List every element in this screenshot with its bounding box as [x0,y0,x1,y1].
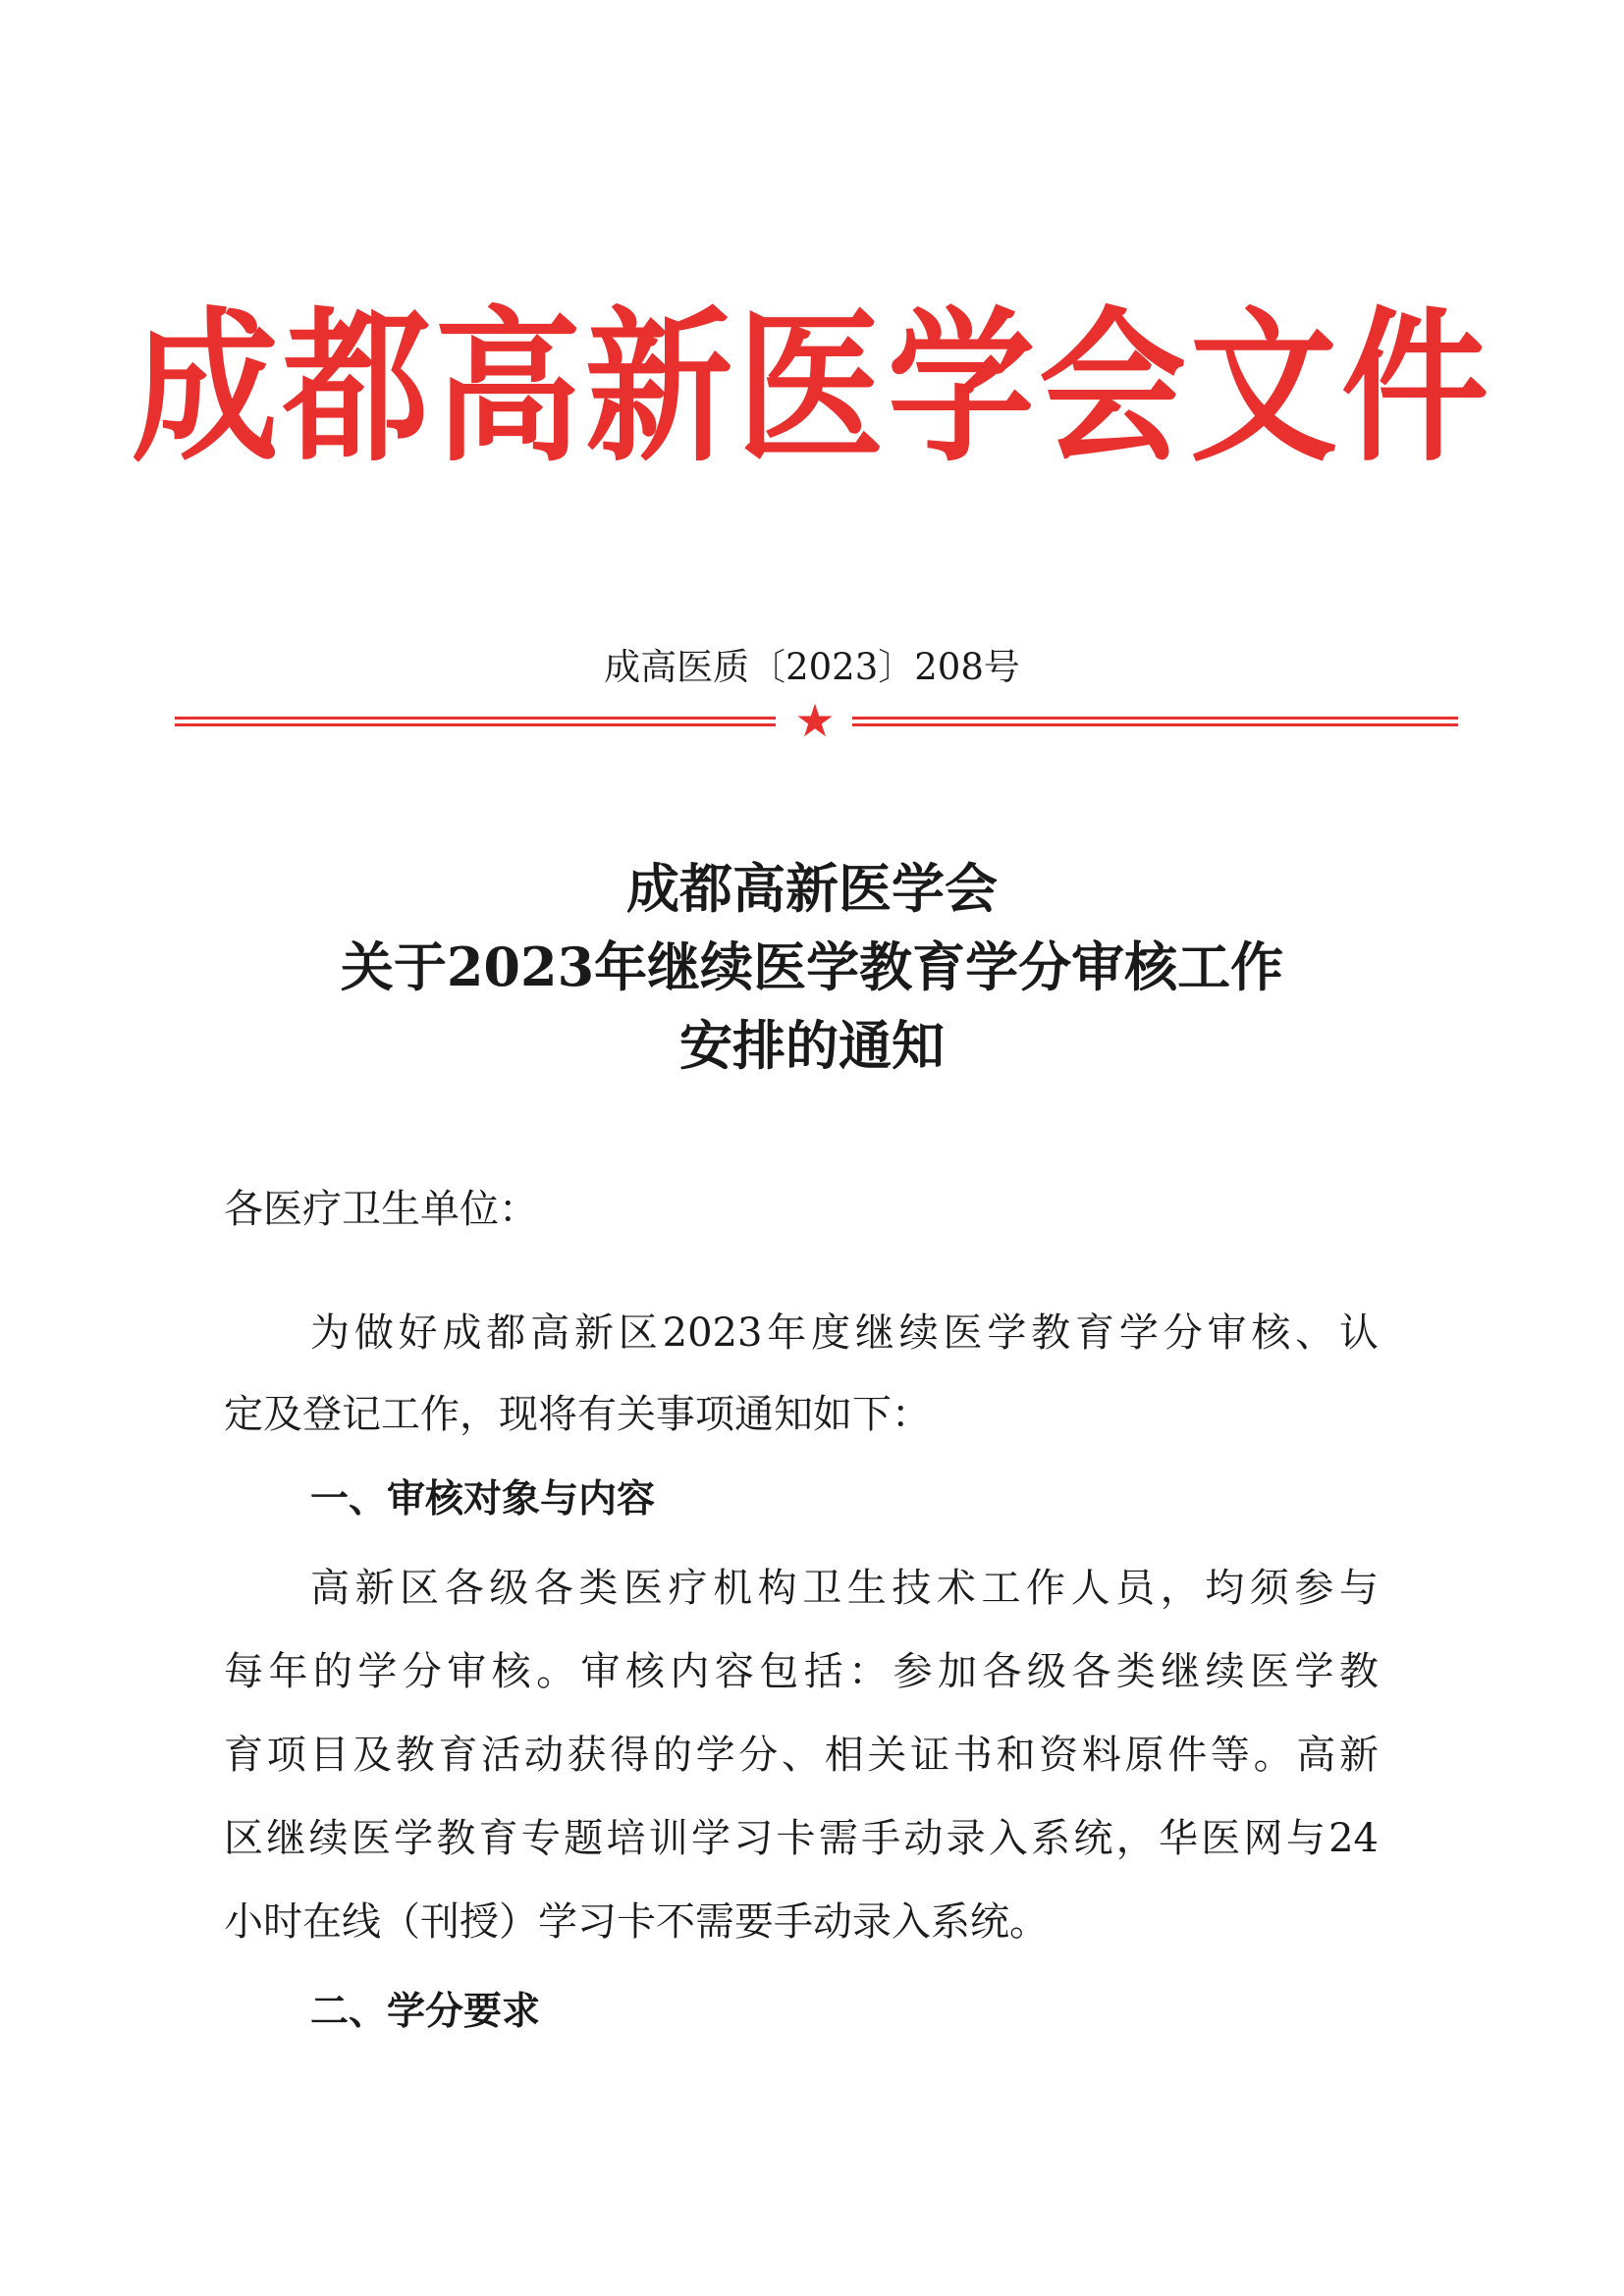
notice-title-line-2: 关于2023年继续医学教育学分审核工作 [340,935,1284,998]
salutation: 各医疗卫生单位： [224,1187,538,1232]
document-number: 成高医质〔2023〕208号 [604,646,1020,688]
section-1-heading: 一、审核对象与内容 [310,1477,656,1522]
notice-title-line-1: 成都高新医学会 [626,857,998,920]
notice-title-line-3: 安排的通知 [679,1014,945,1077]
section-1-line-4: 区继续医学教育专题培训学习卡需手动录入系统，华医网与24 [224,1816,1379,1861]
section-2-heading: 二、学分要求 [310,1990,541,2034]
red-divider-right [852,717,1458,726]
star-icon: ★ [794,694,836,747]
section-1-line-2: 每年的学分审核。审核内容包括：参加各级各类继续医学教 [224,1649,1379,1694]
intro-line-1: 为做好成都高新区2023年度继续医学教育学分审核、认 [310,1310,1379,1356]
intro-line-2: 定及登记工作，现将有关事项通知如下： [224,1392,931,1437]
section-1-line-1: 高新区各级各类医疗机构卫生技术工作人员，均须参与 [310,1566,1379,1611]
section-1-line-3: 育项目及教育活动获得的学分、相关证书和资料原件等。高新 [224,1733,1379,1778]
section-1-line-5: 小时在线（刊授）学习卡不需要手动录入系统。 [224,1899,1049,1945]
red-divider-left [175,717,776,726]
masthead-title: 成都高新医学会文件 [131,291,1492,485]
